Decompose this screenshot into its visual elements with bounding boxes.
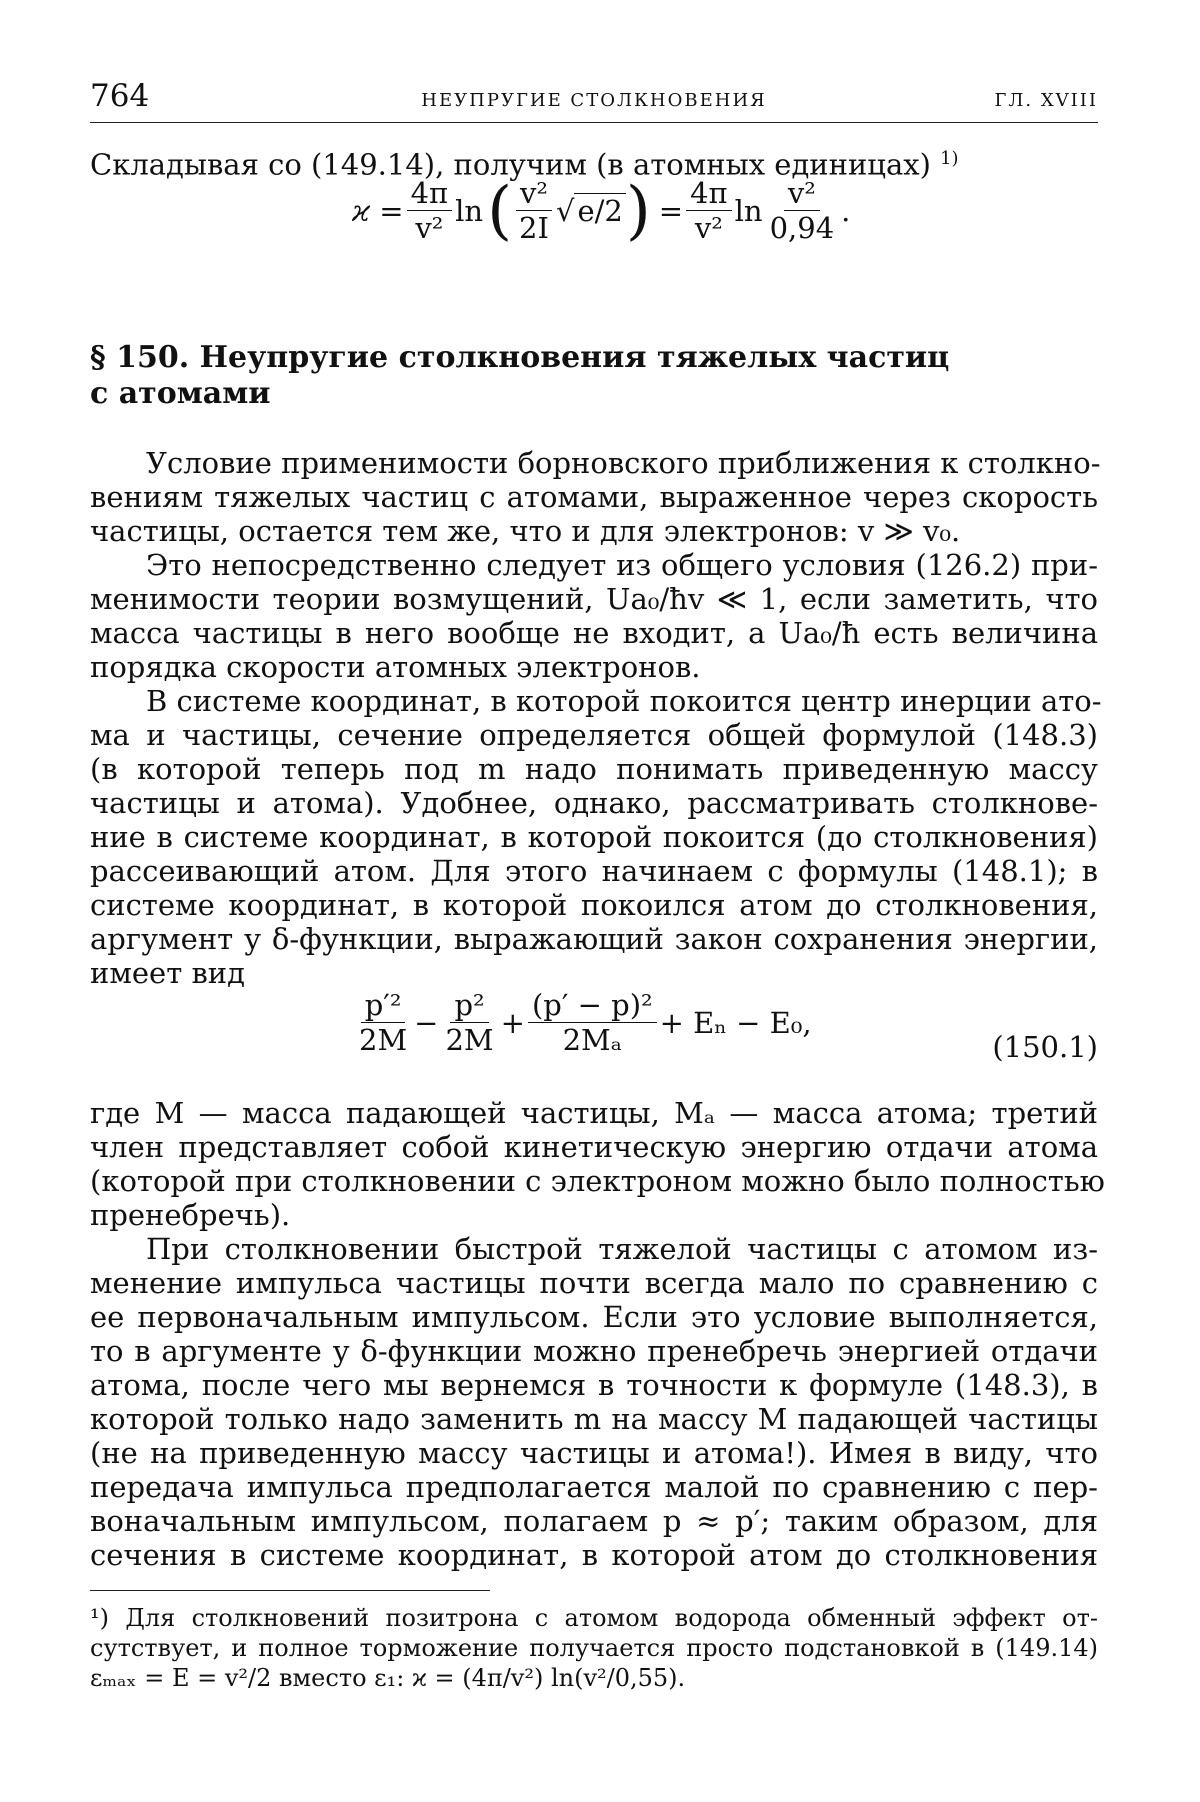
text-line: атома, после чего мы вернемся в точности к формуле (148.3), в [90,1368,1098,1402]
text-line: частицы и атома). Удобнее, однако, рассматривать столкнове- [90,786,1098,820]
plus-sign: + [500,1005,525,1040]
text-line: (которой при столкновении с электроном можно было полностью [90,1164,1105,1198]
footnote-mark: 1) [940,148,959,169]
text-line: аргумент у δ-функции, выражающий закон сохранения энергии, [90,922,1098,956]
text-line: частицы, остается тем же, что и для электронов: v ≫ v₀. [90,514,961,548]
text-line: то в аргументе у δ-функции можно пренебречь энергией отдачи [90,1334,1098,1368]
fraction: $\frac{4\pi}{\text{v²}}$ [686,178,732,243]
formula-kappa [352,173,851,248]
text-line: Это непосредственно следует из общего условия (126.2) при- [146,548,1098,582]
fraction: $\frac{\text{p²}}{2M}$ [445,988,494,1057]
text-line: вениям тяжелых частиц с атомами, выраженное через скорость [90,480,1098,514]
left-paren: ( [487,173,513,248]
formula-end: . [841,193,851,228]
text-line: сечения в системе координат, в которой атом до столкновения [90,1538,1098,1572]
section-title-line1: § 150. Неупругие столкновения тяжелых частиц [90,340,950,375]
running-title: НЕУПРУГИЕ СТОЛКНОВЕНИЯ [421,90,767,111]
footnote-line: εₘₐₓ = E = v²/2 вместо ε₁: ϰ = (4π/v²) ln(v²/0,55). [90,1664,686,1692]
ln-operator: ln [734,193,763,228]
text-line: которой только надо заменить m на массу M падающей частицы [90,1402,1098,1436]
text-line: системе координат, в которой покоился атом до столкновения, [90,888,1098,922]
fraction: $\frac{4\pi}{\text{v²}}$ [407,178,453,243]
page-number: 764 [90,78,150,114]
text-line: ние в системе координат, в которой покоится (до столкновения) [90,820,1098,854]
text-line: где M — масса падающей частицы, Mₐ — масса атома; третий [90,1096,1098,1130]
ln-operator: ln [455,193,484,228]
text-line: ее первоначальным импульсом. Если это условие выполняется, [90,1300,1098,1334]
page-header [90,78,1098,123]
fraction: $\frac{\text{p′²}}{2M}$ [359,988,408,1057]
text-line: менимости теории возмущений, Ua₀/ħv ≪ 1, если заметить, что [90,582,1098,616]
sqrt-arg: e/2 [574,193,625,228]
formula-lhs: ϰ = [352,193,404,228]
right-paren: ) [625,173,651,248]
text-line: менение импульса частицы почти всегда мало по сравнению с [90,1266,1098,1300]
fraction: $\frac{\text{v²}}{0,94}$ [769,176,835,245]
text-line: масса частицы в него вообще не входит, а Ua₀/ħ есть величина [90,616,1098,650]
formula-150-1 [352,990,812,1055]
sqrt-sign: √ [555,193,575,228]
intro-line [90,142,1098,182]
equation-number: (150.1) [992,1030,1098,1064]
text-line: ма и частицы, сечение определяется общей формулой (148.3) [90,718,1098,752]
text-line: имеет вид [90,956,245,990]
fraction: $\frac{\text{v²}}{2I}$ [515,178,553,243]
text-line: пренебречь). [90,1198,291,1232]
footnote-rule [90,1590,490,1591]
text-line: (в которой теперь под m надо понимать приведенную массу [90,752,1098,786]
text-line: (не на приведенную массу частицы и атома!). Имея в виду, что [90,1436,1098,1470]
intro-text: Складывая со (149.14), получим (в атомных единицах) [90,147,931,182]
text-line: При столкновении быстрой тяжелой частицы с атомом из- [146,1232,1098,1266]
footnote-line: ¹) Для столкновений позитрона с атомом водорода обменный эффект от- [90,1604,1098,1632]
chapter-label: ГЛ. XVIII [994,90,1098,111]
text-line: порядка скорости атомных электронов. [90,650,701,684]
text-line: рассеивающий атом. Для этого начинаем с формулы (148.1); в [90,854,1098,888]
equals-sign: = [658,193,684,228]
text-line: передача импульса предполагается малой по сравнению с пер- [90,1470,1098,1504]
text-line: Условие применимости борновского приближения к столкно- [146,446,1101,480]
minus-sign: − [414,1005,439,1040]
section-title-line2: с атомами [90,376,271,411]
text-line: В системе координат, в которой покоится центр инерции ато- [146,684,1102,718]
text-line: воначальным импульсом, полагаем p ≈ p′; таким образом, для [90,1504,1098,1538]
text-line: член представляет собой кинетическую энергию отдачи атома [90,1130,1098,1164]
fraction: $\frac{\text{(p′ − p)²}}{\text{2Mₐ}}$ [528,990,657,1055]
formula-tail: + Eₙ − E₀, [659,1005,812,1040]
footnote-line: сутствует, и полное торможение получается просто подстановкой в (149.14) [90,1634,1098,1662]
